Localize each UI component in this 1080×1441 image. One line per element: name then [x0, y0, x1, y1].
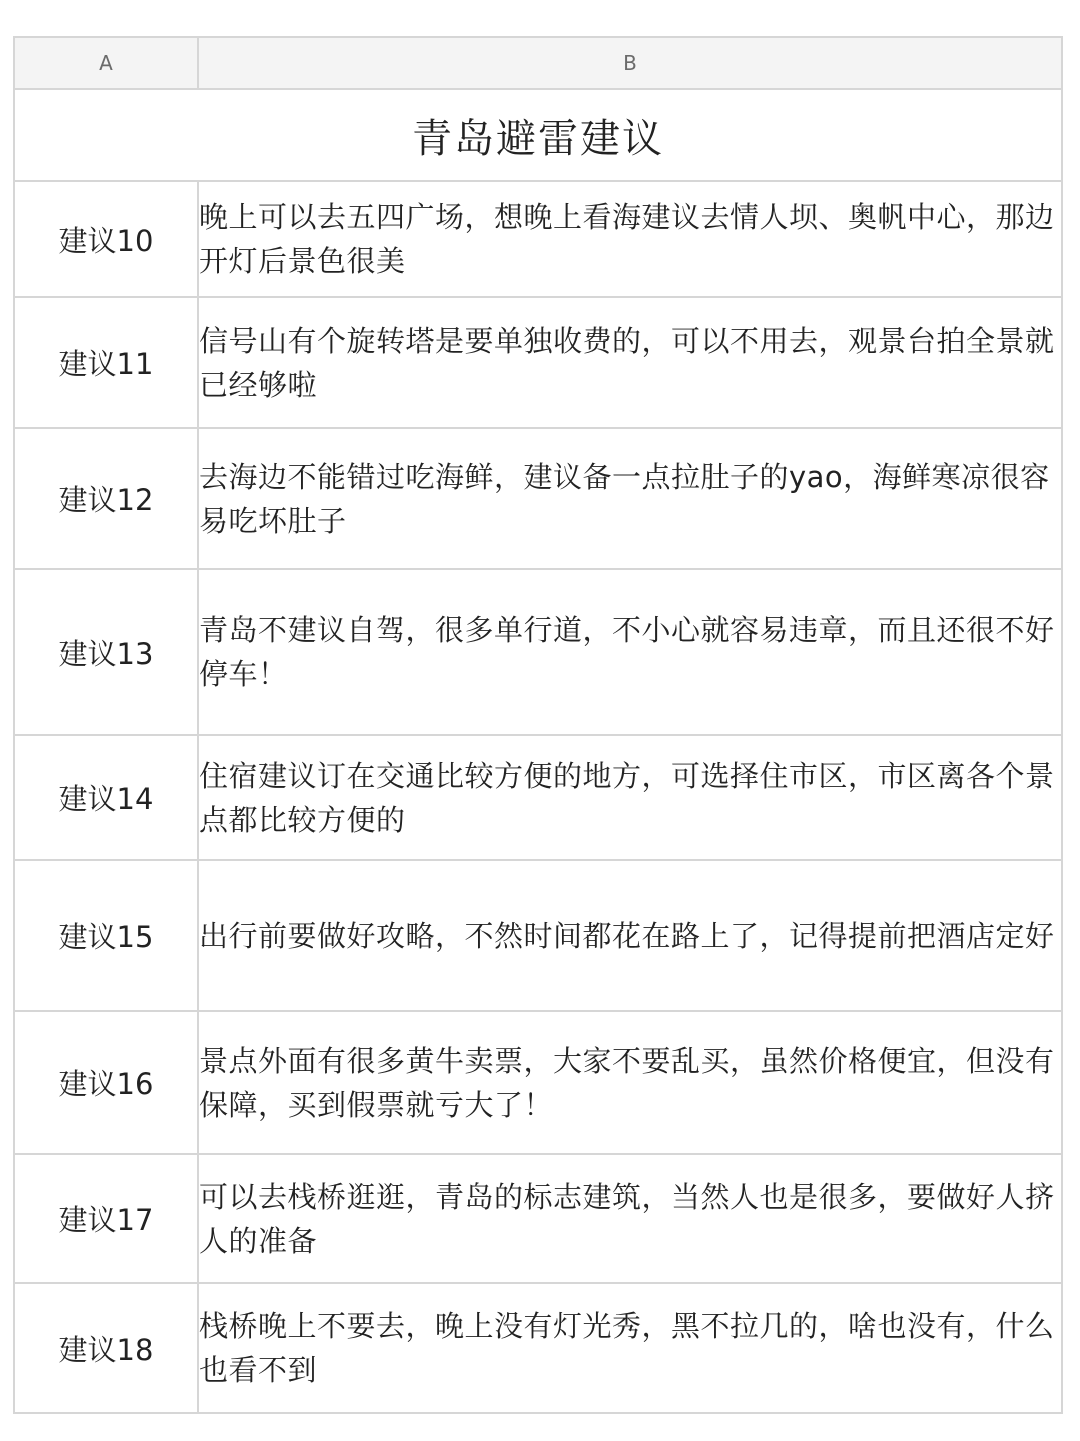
table-row — [14, 1011, 1062, 1154]
column-header-row — [14, 37, 1062, 89]
row-text-cell[interactable]: 可以去栈桥逛逛，青岛的标志建筑，当然人也是很多，要做好人挤人的准备 — [198, 1154, 1062, 1283]
row-label-cell[interactable]: 建议13 — [14, 569, 198, 735]
row-label-cell[interactable]: 建议15 — [14, 860, 198, 1011]
row-label-cell[interactable]: 建议18 — [14, 1283, 198, 1413]
table-row — [14, 569, 1062, 735]
row-label-cell[interactable]: 建议10 — [14, 181, 198, 297]
row-text-cell[interactable]: 去海边不能错过吃海鲜，建议备一点拉肚子的yao，海鲜寒凉很容易吃坏肚子 — [198, 428, 1062, 569]
row-text-cell[interactable]: 晚上可以去五四广场，想晚上看海建议去情人坝、奥帆中心，那边开灯后景色很美 — [198, 181, 1062, 297]
table-row — [14, 1283, 1062, 1413]
table-row — [14, 181, 1062, 297]
row-text-cell[interactable]: 栈桥晚上不要去，晚上没有灯光秀，黑不拉几的，啥也没有，什么也看不到 — [198, 1283, 1062, 1413]
row-label-cell[interactable]: 建议12 — [14, 428, 198, 569]
row-label-cell[interactable]: 建议17 — [14, 1154, 198, 1283]
spreadsheet-table — [13, 36, 1063, 1414]
row-text-cell[interactable]: 出行前要做好攻略，不然时间都花在路上了，记得提前把酒店定好 — [198, 860, 1062, 1011]
row-label-cell[interactable]: 建议16 — [14, 1011, 198, 1154]
row-text-cell[interactable]: 青岛不建议自驾，很多单行道，不小心就容易违章，而且还很不好停车！ — [198, 569, 1062, 735]
title-row — [14, 89, 1062, 181]
table-row — [14, 428, 1062, 569]
row-label-cell[interactable]: 建议14 — [14, 735, 198, 860]
row-text-cell[interactable]: 景点外面有很多黄牛卖票，大家不要乱买，虽然价格便宜，但没有保障，买到假票就亏大了！ — [198, 1011, 1062, 1154]
table-row — [14, 1154, 1062, 1283]
table-row — [14, 297, 1062, 428]
sheet-title-cell[interactable]: 青岛避雷建议 — [14, 89, 1062, 181]
table-row — [14, 860, 1062, 1011]
row-text-cell[interactable]: 信号山有个旋转塔是要单独收费的，可以不用去，观景台拍全景就已经够啦 — [198, 297, 1062, 428]
table-row — [14, 735, 1062, 860]
column-header-b[interactable]: B — [198, 37, 1062, 89]
row-label-cell[interactable]: 建议11 — [14, 297, 198, 428]
column-header-a[interactable]: A — [14, 37, 198, 89]
row-text-cell[interactable]: 住宿建议订在交通比较方便的地方，可选择住市区，市区离各个景点都比较方便的 — [198, 735, 1062, 860]
